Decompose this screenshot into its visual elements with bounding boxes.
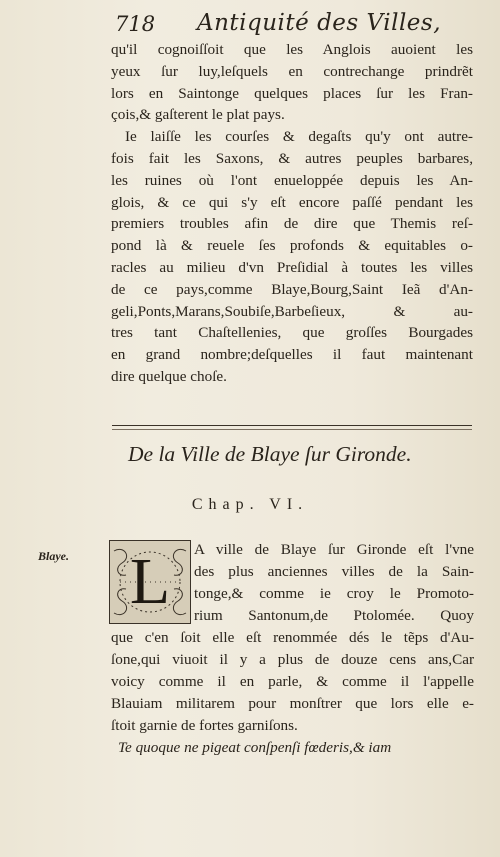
text-line: Blauiam militarem pour monſtrer que lors elle e- [111,695,474,712]
decorated-initial [109,540,191,624]
text-line: que c'en ſoit elle eſt renommée dés le tẽps d'Au- [111,629,474,646]
page-number: 718 [115,12,156,36]
text-line: de ce pays,comme Blaye,Bourg,Saint Ieã d'An- [111,280,473,298]
page-header [0,10,500,38]
text-line: A ville de Blaye ſur Gironde eſt l'vne [194,541,474,558]
text-line: rium Santonum,de Ptolomée. Quoy [194,607,474,624]
chapter-title: De la Ville de Blaye ſur Gironde. [128,442,412,466]
text-line: geli,Ponts,Marans,Soubiſe,Barbeſieux, & au- [111,302,473,320]
section-divider [112,425,472,426]
text-line: ſone,qui viuoit il y a plus de douze cens ans,Car [111,651,474,668]
drop-cap-letter: L [129,545,171,618]
text-line: les ruines où l'ont enueloppée depuis les An- [111,171,473,189]
chapter-number: Chap. VI. [191,496,309,513]
text-line: pond là & reuele ſes profonds & equitables o- [111,237,473,255]
text-line: çois,& gaſterent le plat pays. [111,106,285,124]
verse-line: Te quoque ne pigeat conſpenſi fœderis,& iam [118,739,392,756]
body-text [111,39,473,388]
text-line: en grand nombre;deſquelles il faut maintenant [111,346,473,364]
text-line: racles au milieu d'vn Preſidial à toutes les villes [111,258,473,276]
section-divider-thin [112,429,472,430]
text-line: des plus anciennes villes de la Sain- [194,563,474,580]
text-line: lors en Saintonge quelques places ſur les Fran- [111,84,473,102]
text-line: ſtoit garnie de fortes garniſons. [111,717,298,734]
text-line: yeux ſur luy,leſquels en contrechange prindrẽt [111,62,473,80]
margin-note: Blaye. [38,549,69,563]
text-line: tonge,& comme ie croy le Promoto- [194,585,474,602]
running-title: Antiquité des Villes, [197,10,442,36]
text-line: qu'il cognoiſſoit que les Anglois auoient les [111,41,473,58]
text-line: dire quelque choſe. [111,367,227,385]
text-line: premiers troubles afin de dire que Themis reſ- [111,215,473,233]
text-line: voicy comme il en parle, & comme il l'appelle [111,673,474,690]
text-line: fois fait les Saxons, & autres peuples barbares, [111,149,473,167]
text-line: tres tant Chaſtellenies, que groſſes Bourgades [111,324,473,342]
text-line: Ie laiſſe les courſes & degaſts qu'y ont autre- [125,128,473,146]
text-line: glois, & ce qui s'y eſt encore paſſé pendant les [111,193,473,211]
